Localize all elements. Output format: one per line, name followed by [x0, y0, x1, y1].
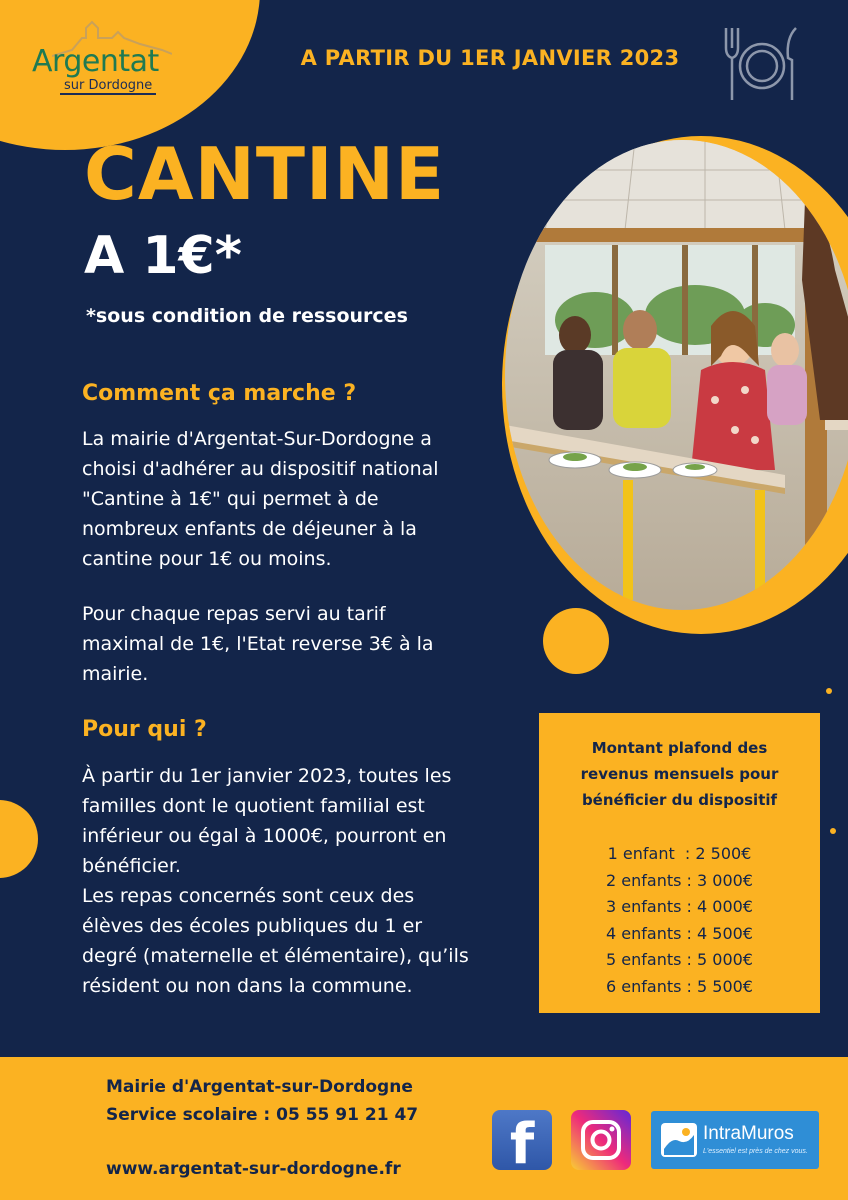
- footer-website-link[interactable]: www.argentat-sur-dordogne.fr: [106, 1159, 401, 1179]
- cutlery-plate-icon: [720, 24, 804, 104]
- income-ceiling-box: [539, 713, 820, 1013]
- income-list: [539, 841, 820, 1000]
- how-paragraph-2: Pour chaque repas servi au tarif maximal de 1€, l'Etat reverse 3€ à la mairie.: [82, 603, 434, 685]
- intramuros-logo-icon: [661, 1123, 697, 1157]
- instagram-glyph: [571, 1110, 631, 1170]
- intramuros-name: IntraMuros: [703, 1123, 794, 1144]
- decor-dot-small: [830, 828, 836, 834]
- logo-subtitle: sur Dordogne: [60, 78, 156, 95]
- income-box-title: Montant plafond des revenus mensuels pour bénéficier du dispositif: [580, 739, 779, 809]
- how-heading: Comment ça marche ?: [82, 381, 357, 406]
- decor-dot-large: [543, 608, 609, 674]
- price-headline: A 1€*: [84, 226, 242, 286]
- income-row: 4 enfants : 4 500€: [606, 923, 753, 943]
- income-row: 3 enfants : 4 000€: [606, 897, 753, 916]
- how-paragraph-1: La mairie d'Argentat-Sur-Dordogne a choisi d'adhérer au dispositif national "Cantine à 1€" qui permet à de nombreux enfants de déjeuner à la cantine pour 1€ ou moins.: [82, 428, 439, 570]
- decor-half-circle: [0, 800, 38, 878]
- income-row: 6 enfants : 5 500€: [606, 976, 753, 996]
- canteen-photo: [505, 140, 848, 610]
- logo-name: Argentat: [32, 44, 159, 79]
- intramuros-app-link[interactable]: [651, 1111, 819, 1169]
- price-condition-note: *sous condition de ressources: [86, 305, 408, 327]
- facebook-icon[interactable]: [492, 1110, 552, 1177]
- footer-mairie-name: Mairie d'Argentat-sur-Dordogne: [106, 1077, 413, 1097]
- facebook-letter: f: [509, 1112, 535, 1177]
- decor-dot-small: [826, 688, 832, 694]
- intramuros-tagline: L'essentiel est près de chez vous.: [703, 1148, 808, 1155]
- argentat-logo[interactable]: [30, 20, 180, 112]
- income-row: 2 enfants : 3 000€: [606, 870, 753, 890]
- footer-phone[interactable]: Service scolaire : 05 55 91 21 47: [106, 1105, 419, 1125]
- income-row: 5 enfants : 5 000€: [606, 950, 753, 969]
- page-title: CANTINE: [84, 132, 446, 216]
- income-row: 1 enfant : 2 500€: [607, 844, 752, 863]
- start-date-banner: A PARTIR DU 1ER JANVIER 2023: [300, 46, 680, 70]
- who-heading: Pour qui ?: [82, 717, 207, 742]
- footer: [0, 1057, 848, 1200]
- instagram-icon[interactable]: [571, 1110, 631, 1170]
- who-paragraph: À partir du 1er janvier 2023, toutes les familles dont le quotient familial est inférieur ou égal à 1000€, pourront en bénéficier. Les repas concernés sont ceux des élèves des écoles publiques du 1 er degré (maternelle et élémentaire), qu’ils résident ou non dans la commune.: [82, 765, 469, 997]
